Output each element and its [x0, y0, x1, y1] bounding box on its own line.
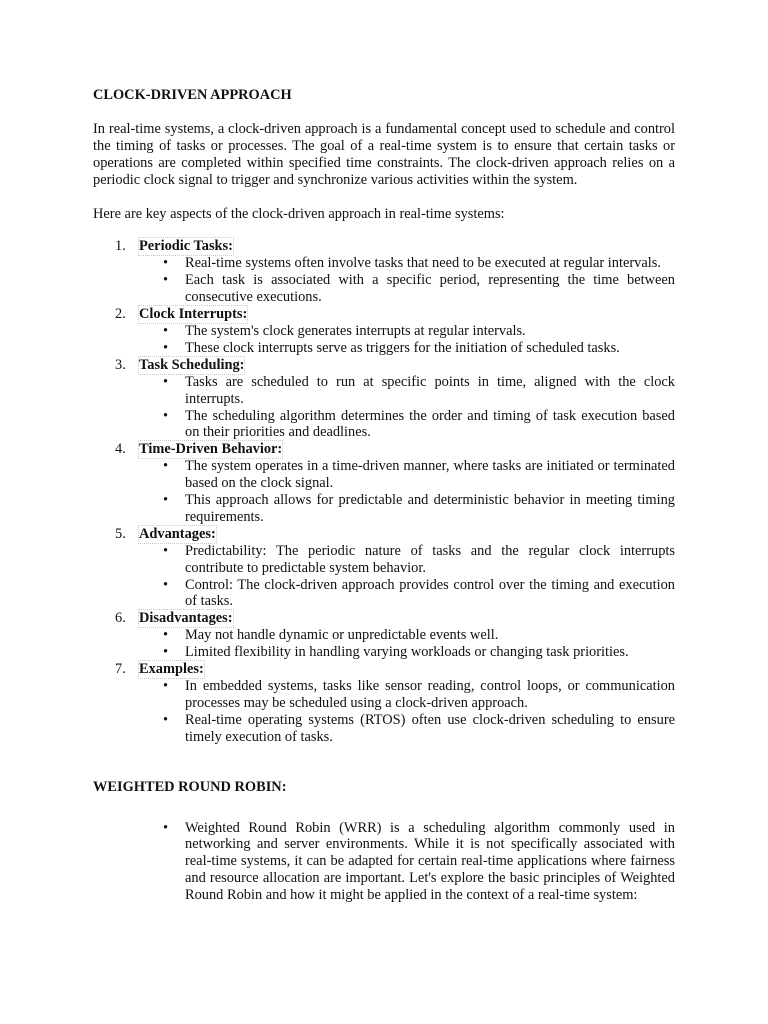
bullet-item: • In embedded systems, tasks like sensor reading, control loops, or communication processes may be scheduled using a clock-driven approach. [163, 678, 675, 711]
aspect-title: Disadvantages: [139, 610, 233, 627]
intro-paragraph: In real-time systems, a clock-driven approach is a fundamental concept used to schedule and control the timing of tasks or processes. The goal of a real-time system is to ensure that certain tasks or operations are completed within specified time constraints. The clock-driven approach relies on a periodic clock signal to trigger and synchronize various activities within the system. [93, 120, 675, 188]
section-heading-weighted-round-robin: WEIGHTED ROUND ROBIN: [93, 778, 287, 795]
bullet-item: • May not handle dynamic or unpredictable events well. [163, 627, 499, 644]
aspect-bullets [139, 255, 675, 306]
aspect-item [93, 357, 675, 442]
bullet-item: • The scheduling algorithm determines the order and timing of task execution based on their priorities and deadlines. [163, 407, 675, 441]
bullet-icon: • [163, 542, 169, 559]
aspect-item [93, 661, 675, 746]
bullet-icon: • [163, 272, 169, 289]
bullet-icon: • [163, 627, 169, 644]
aspect-bullets [139, 458, 675, 526]
bullet-icon: • [163, 678, 169, 694]
bullet-item: • Real-time operating systems (RTOS) often use clock-driven scheduling to ensure timely execution of tasks. [163, 711, 675, 745]
bullet-icon: • [163, 711, 169, 728]
aspect-number: 5. [115, 525, 126, 542]
bullet-item: • Real-time systems often involve tasks that need to be executed at regular intervals. [163, 255, 661, 272]
bullet-icon: • [163, 322, 169, 339]
aspect-title: Periodic Tasks: [139, 238, 233, 255]
aspect-number: 6. [115, 610, 126, 627]
aspect-number: 4. [115, 441, 126, 458]
bullet-item: • Predictability: The periodic nature of tasks and the regular clock interrupts contribute to predictable system behavior. [163, 542, 675, 576]
bullet-item: • Limited flexibility in handling varying workloads or changing task priorities. [163, 644, 629, 661]
aspect-bullets [139, 323, 675, 357]
bullet-icon: • [163, 339, 169, 356]
bullet-item: • The system operates in a time-driven manner, where tasks are initiated or terminated based on the clock signal. [163, 458, 675, 492]
bullet-icon: • [163, 373, 169, 390]
bullet-icon: • [163, 492, 169, 509]
bullet-icon: • [163, 819, 169, 836]
aspect-item [93, 610, 675, 661]
aspect-bullets [139, 374, 675, 442]
bullet-item: • These clock interrupts serve as triggers for the initiation of scheduled tasks. [163, 339, 620, 356]
section-heading-clock-driven: CLOCK-DRIVEN APPROACH [93, 87, 292, 103]
bullet-item: • Tasks are scheduled to run at specific points in time, aligned with the clock interrupts. [163, 373, 675, 407]
aspect-number: 7. [115, 661, 126, 678]
bullet-icon: • [163, 644, 169, 661]
wrr-bullets [93, 820, 675, 905]
bullet-item: • Weighted Round Robin (WRR) is a scheduling algorithm commonly used in networking and server environments. While it is not specifically associated with real-time systems, it can be adapted for certain real-time applications where fairness and resource allocation are important. Let's explore the basic principles of Weighted Round Robin and how it might be applied in the context of a real-time system: [163, 819, 675, 904]
aspect-bullets [139, 627, 675, 661]
aspect-number: 1. [115, 238, 126, 255]
aspects-list [93, 238, 675, 745]
bullet-icon: • [163, 255, 169, 272]
aspect-bullets [139, 543, 675, 611]
aspect-bullets [139, 678, 675, 746]
aspect-item [93, 306, 675, 357]
bullet-icon: • [163, 576, 169, 593]
aspect-title: Examples: [139, 661, 204, 678]
lead-paragraph: Here are key aspects of the clock-driven approach in real-time systems: [93, 205, 505, 222]
aspect-title: Task Scheduling: [139, 356, 245, 373]
bullet-item: • This approach allows for predictable and deterministic behavior in meeting timing requirements. [163, 492, 675, 525]
bullet-icon: • [163, 407, 169, 424]
bullet-item: • Control: The clock-driven approach provides control over the timing and execution of tasks. [163, 576, 675, 610]
aspect-item [93, 441, 675, 526]
aspect-title: Clock Interrupts: [139, 306, 248, 323]
aspect-number: 3. [115, 356, 126, 373]
bullet-icon: • [163, 458, 169, 475]
aspect-title: Advantages: [139, 525, 216, 542]
aspect-item [93, 238, 675, 306]
bullet-item: • The system's clock generates interrupts at regular intervals. [163, 322, 526, 339]
aspect-number: 2. [115, 306, 126, 323]
document-page [93, 87, 675, 904]
aspect-item [93, 526, 675, 611]
aspect-title: Time-Driven Behavior: [139, 441, 283, 458]
bullet-item: • Each task is associated with a specific period, representing the time between consecutive executions. [163, 272, 675, 306]
